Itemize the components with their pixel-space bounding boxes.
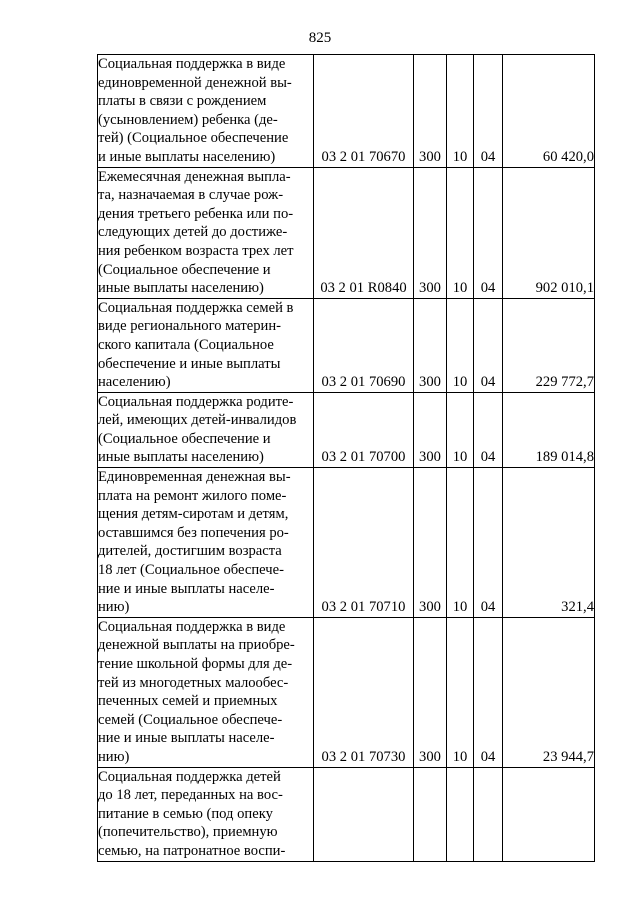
row-subsection: 04 — [474, 392, 503, 467]
row-target-code: 03 2 01 70710 — [314, 468, 414, 618]
page-number: 825 — [308, 30, 332, 46]
row-description: Ежемесячная денежная выпла- та, назначаемая в случае рож- дения третьего ребенка или по- следующих детей до достиже- ния ребенком возраста трех лет (Социальное обеспечение и иные выплаты населению) — [98, 167, 314, 298]
row-section: 10 — [447, 468, 474, 618]
row-section: 10 — [447, 392, 474, 467]
table-row — [98, 55, 595, 168]
row-expense-type: 300 — [414, 392, 447, 467]
row-description: Социальная поддержка в виде денежной выплаты на приобре- тение школьной формы для де- тей из многодетных малообес- печенных семей и приемных семей (Социальное обеспече- ние и иные выплаты населе- нию) — [98, 617, 314, 767]
row-description: Социальная поддержка родите- лей, имеющих детей-инвалидов (Социальное обеспечение и иные выплаты населению) — [98, 392, 314, 467]
row-subsection: 04 — [474, 468, 503, 618]
row-section: 10 — [447, 55, 474, 168]
row-subsection — [474, 767, 503, 861]
row-amount: 189 014,8 — [503, 392, 595, 467]
row-target-code: 03 2 01 70700 — [314, 392, 414, 467]
row-amount: 60 420,0 — [503, 55, 595, 168]
row-amount: 321,4 — [503, 468, 595, 618]
budget-table-body — [98, 55, 595, 862]
row-amount: 23 944,7 — [503, 617, 595, 767]
row-section: 10 — [447, 298, 474, 392]
table-row — [98, 767, 595, 861]
row-expense-type: 300 — [414, 298, 447, 392]
table-row — [98, 617, 595, 767]
row-expense-type: 300 — [414, 167, 447, 298]
row-expense-type: 300 — [414, 55, 447, 168]
row-subsection: 04 — [474, 617, 503, 767]
row-section: 10 — [447, 167, 474, 298]
row-amount: 229 772,7 — [503, 298, 595, 392]
row-subsection: 04 — [474, 167, 503, 298]
table-row — [98, 167, 595, 298]
row-amount — [503, 767, 595, 861]
row-subsection: 04 — [474, 298, 503, 392]
row-description: Социальная поддержка детей до 18 лет, переданных на вос- питание в семью (под опеку (попечительство), приемную семью, на патронатное воспи- — [98, 767, 314, 861]
row-target-code: 03 2 01 70730 — [314, 617, 414, 767]
row-expense-type: 300 — [414, 468, 447, 618]
table-row — [98, 298, 595, 392]
row-description: Социальная поддержка в виде единовременной денежной вы- платы в связи с рождением (усыновлением) ребенка (де- тей) (Социальное обеспечение и иные выплаты населению) — [98, 55, 314, 168]
row-description: Единовременная денежная вы- плата на ремонт жилого поме- щения детям-сиротам и детям, оставшимся без попечения ро- дителей, достигшим возраста 18 лет (Социальное обеспече- ние и иные выплаты населе- нию) — [98, 468, 314, 618]
row-target-code: 03 2 01 R0840 — [314, 167, 414, 298]
row-expense-type — [414, 767, 447, 861]
row-description: Социальная поддержка семей в виде регионального материн- ского капитала (Социальное обеспечение и иные выплаты населению) — [98, 298, 314, 392]
row-expense-type: 300 — [414, 617, 447, 767]
row-amount: 902 010,1 — [503, 167, 595, 298]
row-section: 10 — [447, 617, 474, 767]
row-section — [447, 767, 474, 861]
row-target-code: 03 2 01 70690 — [314, 298, 414, 392]
table-row — [98, 392, 595, 467]
row-target-code — [314, 767, 414, 861]
row-target-code: 03 2 01 70670 — [314, 55, 414, 168]
table-row — [98, 468, 595, 618]
budget-table — [97, 54, 595, 862]
row-subsection: 04 — [474, 55, 503, 168]
